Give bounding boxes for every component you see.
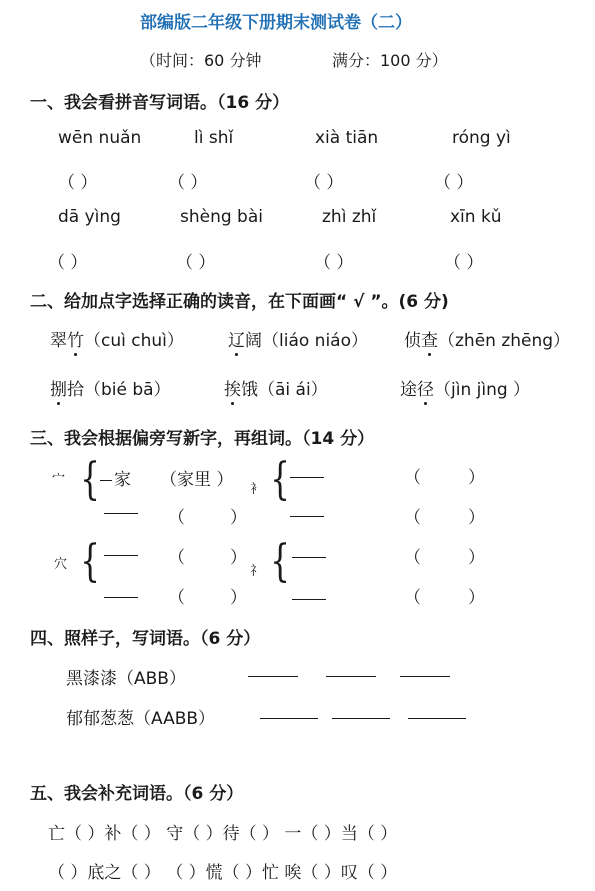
blank-line[interactable] (260, 718, 318, 719)
bracket-right: ） (468, 508, 485, 528)
section-4-heading: 四、照样子，写词语。（6 分） (30, 629, 261, 649)
section-3-heading: 三、我会根据偏旁写新字，再组词。（14 分） (30, 429, 375, 449)
radical: 宀 (52, 472, 66, 487)
bracket-left: （ (404, 468, 421, 488)
brace: { (270, 454, 290, 505)
bracket-right: ） (230, 588, 247, 608)
page-title: 部编版二年级下册期末测试卷（二） (140, 13, 412, 33)
answer-bracket[interactable]: （ ） (168, 173, 208, 193)
pinyin: dā yìng (58, 207, 121, 227)
example-word: （家里 ） (160, 470, 234, 490)
answer-bracket[interactable]: （ ） (58, 173, 98, 193)
blank-line[interactable] (292, 599, 326, 600)
section-2-heading: 二、给加点字选择正确的读音，在下面画“ √ ”。(6 分) (30, 292, 449, 312)
reading-item[interactable]: 辽阔（liáo niáo） (228, 331, 368, 351)
bracket-right: ） (468, 548, 485, 568)
pinyin: lì shǐ (194, 128, 234, 148)
bracket-left: （ (404, 588, 421, 608)
blank-line[interactable] (400, 676, 450, 677)
reading-item[interactable]: 翠竹（cuì chuì） (50, 331, 184, 351)
section-5-heading: 五、我会补充词语。（6 分） (30, 784, 244, 804)
pinyin: zhì zhǐ (322, 207, 377, 227)
pinyin: wēn nuǎn (58, 128, 142, 148)
answer-bracket[interactable]: （ ） (444, 253, 484, 273)
answer-bracket[interactable]: （ ） (434, 173, 474, 193)
blank-line[interactable] (292, 557, 326, 558)
blank-line[interactable] (248, 676, 298, 677)
example-abb: 黑漆漆（ABB） (66, 669, 186, 689)
bracket-left: （ (404, 508, 421, 528)
dotted-char: 挨 (224, 380, 241, 400)
answer-bracket[interactable]: （ ） (48, 253, 88, 273)
pinyin: róng yì (452, 128, 511, 148)
reading-item[interactable]: 途径（jìn jìng ） (400, 380, 531, 400)
blank-line[interactable] (104, 513, 138, 514)
bracket-left: （ (168, 508, 185, 528)
dotted-char: 捌 (50, 380, 67, 400)
dotted-char: 查 (421, 331, 438, 351)
dotted-char: 径 (417, 380, 434, 400)
bracket-right: ） (230, 548, 247, 568)
dotted-char: 竹 (67, 331, 84, 351)
example: 家 (100, 465, 131, 490)
example-aabb: 郁郁葱葱（AABB） (66, 709, 216, 729)
brace: { (80, 536, 100, 587)
answer-bracket[interactable]: （ ） (176, 253, 216, 273)
bracket-right: ） (468, 468, 485, 488)
blank-line[interactable] (290, 516, 324, 517)
score-info: 满分：100 分） (332, 51, 448, 70)
blank-line[interactable] (332, 718, 390, 719)
bracket-right: ） (230, 508, 247, 528)
section-1-heading: 一、我会看拼音写词语。（16 分） (30, 93, 290, 113)
radical: 礻 (250, 564, 264, 579)
blank-line[interactable] (326, 676, 376, 677)
blank-line[interactable] (104, 597, 138, 598)
radical: 穴 (54, 557, 68, 572)
blank-line[interactable] (290, 477, 324, 478)
bracket-right: ） (468, 588, 485, 608)
dotted-char: 辽 (228, 331, 245, 351)
blank-line[interactable] (408, 718, 466, 719)
brace: { (80, 454, 100, 505)
brace: { (270, 536, 290, 587)
radical: 衤 (250, 482, 264, 497)
bracket-left: （ (168, 588, 185, 608)
blank-line[interactable] (104, 555, 138, 556)
fill-idioms-row-1[interactable]: 亡（ ）补（ ） 守（ ）待（ ） 一（ ）当（ ） (48, 824, 398, 844)
reading-item[interactable]: 捌拾（bié bā） (50, 380, 171, 400)
bracket-left: （ (168, 548, 185, 568)
bracket-left: （ (404, 548, 421, 568)
answer-bracket[interactable]: （ ） (314, 253, 354, 273)
answer-bracket[interactable]: （ ） (304, 173, 344, 193)
pinyin: xià tiān (315, 128, 379, 148)
time-info: （时间：60 分钟 (140, 51, 262, 70)
pinyin: shèng bài (180, 207, 263, 227)
fill-idioms-row-2[interactable]: （ ）底之（ ） （ ）慌（ ）忙 唉（ ）叹（ ） (48, 863, 398, 883)
pinyin: xīn kǔ (450, 207, 502, 227)
reading-item[interactable]: 挨饿（āi ái） (224, 380, 328, 400)
reading-item[interactable]: 侦查（zhēn zhēng） (404, 331, 571, 351)
